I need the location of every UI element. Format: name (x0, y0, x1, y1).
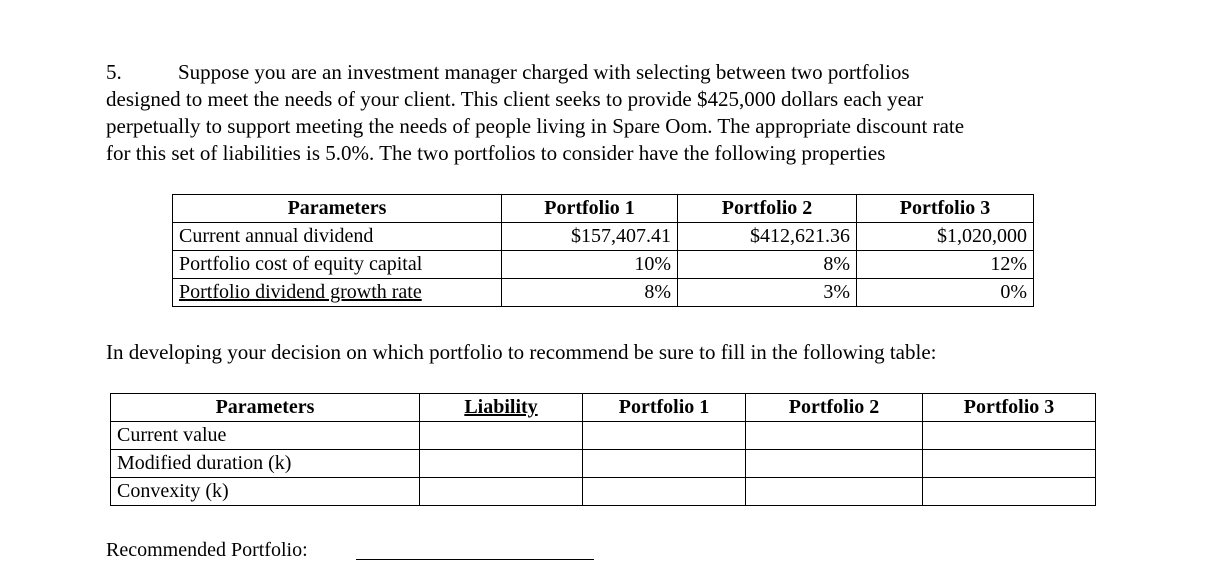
table-header-row (111, 394, 1096, 422)
header-parameters: Parameters (173, 195, 502, 223)
recommended-portfolio-label: Recommended Portfolio: (106, 539, 308, 561)
cell-p1-growth-rate: 8% (502, 279, 678, 307)
row-label-convexity: Convexity (k) (111, 478, 420, 506)
fill-in-table (110, 393, 1096, 506)
table-row (173, 223, 1034, 251)
cell-p3-convexity[interactable] (923, 478, 1096, 506)
table-row (111, 422, 1096, 450)
row-label-modified-duration: Modified duration (k) (111, 450, 420, 478)
row-label-growth-rate: Portfolio dividend growth rate (173, 279, 502, 307)
header-portfolio-1: Portfolio 1 (583, 394, 746, 422)
header-portfolio-1: Portfolio 1 (502, 195, 678, 223)
cell-p3-cost-of-equity: 12% (857, 251, 1034, 279)
header-portfolio-3: Portfolio 3 (923, 394, 1096, 422)
cell-p2-growth-rate: 3% (678, 279, 857, 307)
row-label-dividend: Current annual dividend (173, 223, 502, 251)
cell-liability-modified-duration[interactable] (420, 450, 583, 478)
table-row (111, 450, 1096, 478)
table-row (173, 279, 1034, 307)
row-label-cost-of-equity: Portfolio cost of equity capital (173, 251, 502, 279)
header-liability: Liability (420, 394, 583, 422)
question-paragraph (106, 59, 1106, 167)
question-number: 5. (106, 60, 122, 84)
cell-liability-convexity[interactable] (420, 478, 583, 506)
header-portfolio-2: Portfolio 2 (746, 394, 923, 422)
cell-p1-modified-duration[interactable] (583, 450, 746, 478)
cell-p3-current-value[interactable] (923, 422, 1096, 450)
cell-p1-cost-of-equity: 10% (502, 251, 678, 279)
instruction-text: In developing your decision on which portfolio to recommend be sure to fill in the following table: (106, 340, 937, 364)
row-label-current-value: Current value (111, 422, 420, 450)
cell-liability-current-value[interactable] (420, 422, 583, 450)
cell-p3-modified-duration[interactable] (923, 450, 1096, 478)
question-line-1: 5. Suppose you are an investment manager charged with selecting between two portfolios (106, 60, 910, 84)
cell-p2-dividend: $412,621.36 (678, 223, 857, 251)
question-line-4: for this set of liabilities is 5.0%. The two portfolios to consider have the following properties (106, 141, 886, 165)
cell-p1-dividend: $157,407.41 (502, 223, 678, 251)
table-row (173, 251, 1034, 279)
cell-p2-cost-of-equity: 8% (678, 251, 857, 279)
cell-p2-convexity[interactable] (746, 478, 923, 506)
header-parameters: Parameters (111, 394, 420, 422)
cell-p1-convexity[interactable] (583, 478, 746, 506)
cell-p3-growth-rate: 0% (857, 279, 1034, 307)
cell-p2-current-value[interactable] (746, 422, 923, 450)
recommended-portfolio-blank[interactable] (356, 559, 594, 560)
cell-p3-dividend: $1,020,000 (857, 223, 1034, 251)
cell-p1-current-value[interactable] (583, 422, 746, 450)
table-row (111, 478, 1096, 506)
table-header-row (173, 195, 1034, 223)
header-portfolio-2: Portfolio 2 (678, 195, 857, 223)
cell-p2-modified-duration[interactable] (746, 450, 923, 478)
header-portfolio-3: Portfolio 3 (857, 195, 1034, 223)
question-line-2: designed to meet the needs of your client. This client seeks to provide $425,000 dollars each year (106, 87, 924, 111)
portfolio-properties-table (172, 194, 1034, 307)
question-line-3: perpetually to support meeting the needs of people living in Spare Oom. The appropriate discount rate (106, 114, 965, 138)
